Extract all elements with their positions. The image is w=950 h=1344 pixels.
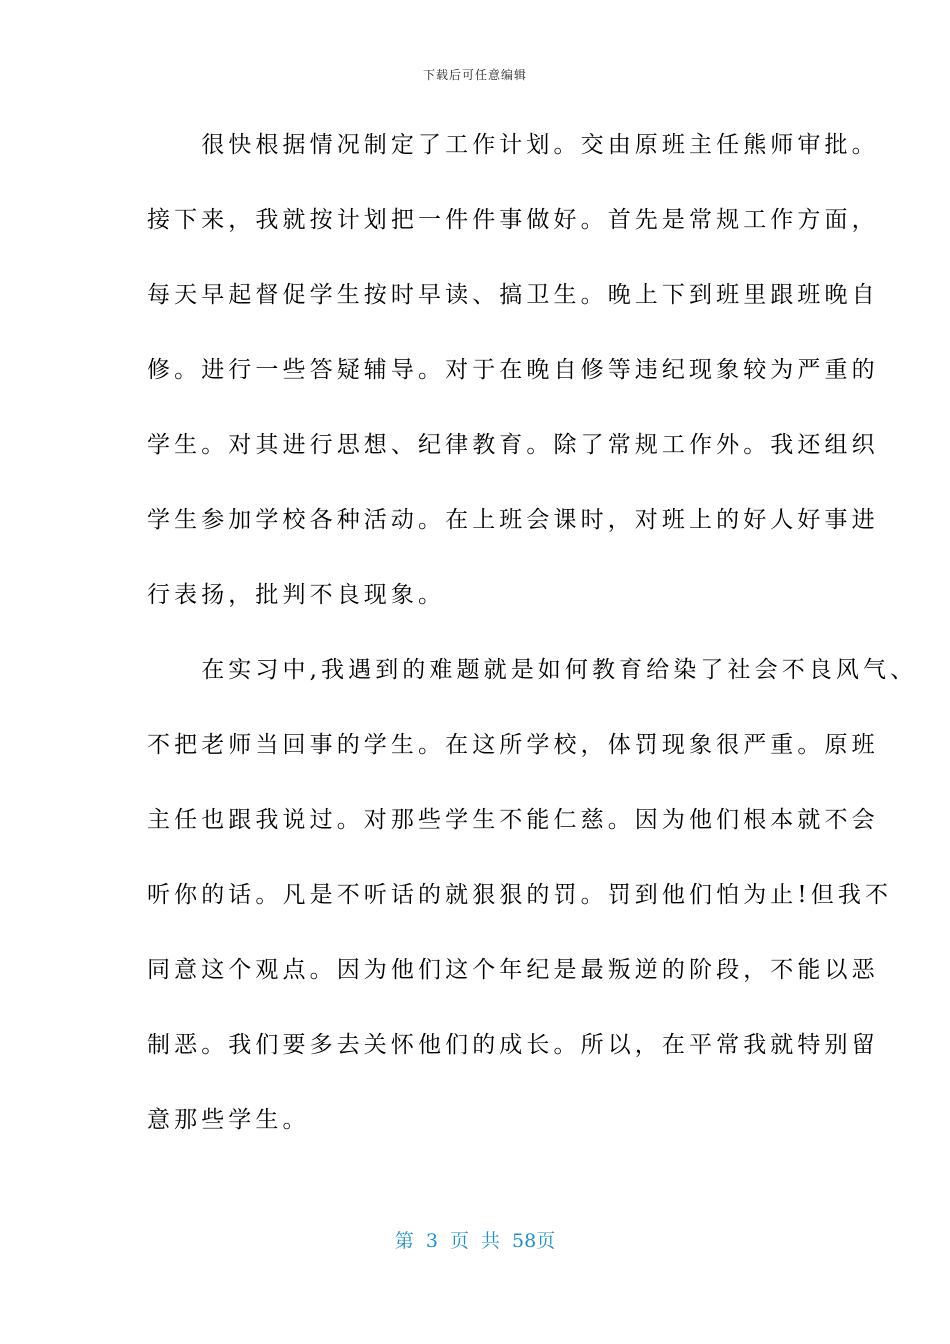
body-line: 听你的话。凡是不听话的就狠狠的罚。罚到他们怕为止!但我不 [147,882,893,908]
body-line: 接下来，我就按计划把一件件事做好。首先是常规工作方面， [147,207,879,233]
body-line: 意那些学生。 [147,1107,310,1133]
body-line: 每天早起督促学生按时早读、搞卫生。晚上下到班里跟班晚自 [147,282,879,308]
body-line: 行表扬，批判不良现象。 [147,582,446,608]
body-line: 不把老师当回事的学生。在这所学校，体罚现象很严重。原班 [147,732,879,758]
body-line: 修。进行一些答疑辅导。对于在晚自修等违纪现象较为严重的 [147,357,879,383]
page-header: 下载后可任意编辑 [422,68,527,82]
body-line: 在实习中,我遇到的难题就是如何教育给染了社会不良风气、 [147,657,918,683]
body-line: 主任也跟我说过。对那些学生不能仁慈。因为他们根本就不会 [147,807,879,833]
page-number-footer: 第 3 页 共 58页 [394,1230,556,1252]
body-line: 学生。对其进行思想、纪律教育。除了常规工作外。我还组织 [147,432,879,458]
body-line: 学生参加学校各种活动。在上班会课时，对班上的好人好事进 [147,507,879,533]
body-line: 很快根据情况制定了工作计划。交由原班主任熊师审批。 [147,132,879,158]
body-line: 同意这个观点。因为他们这个年纪是最叛逆的阶段，不能以恶 [147,957,879,983]
body-line: 制恶。我们要多去关怀他们的成长。所以，在平常我就特别留 [147,1032,879,1058]
